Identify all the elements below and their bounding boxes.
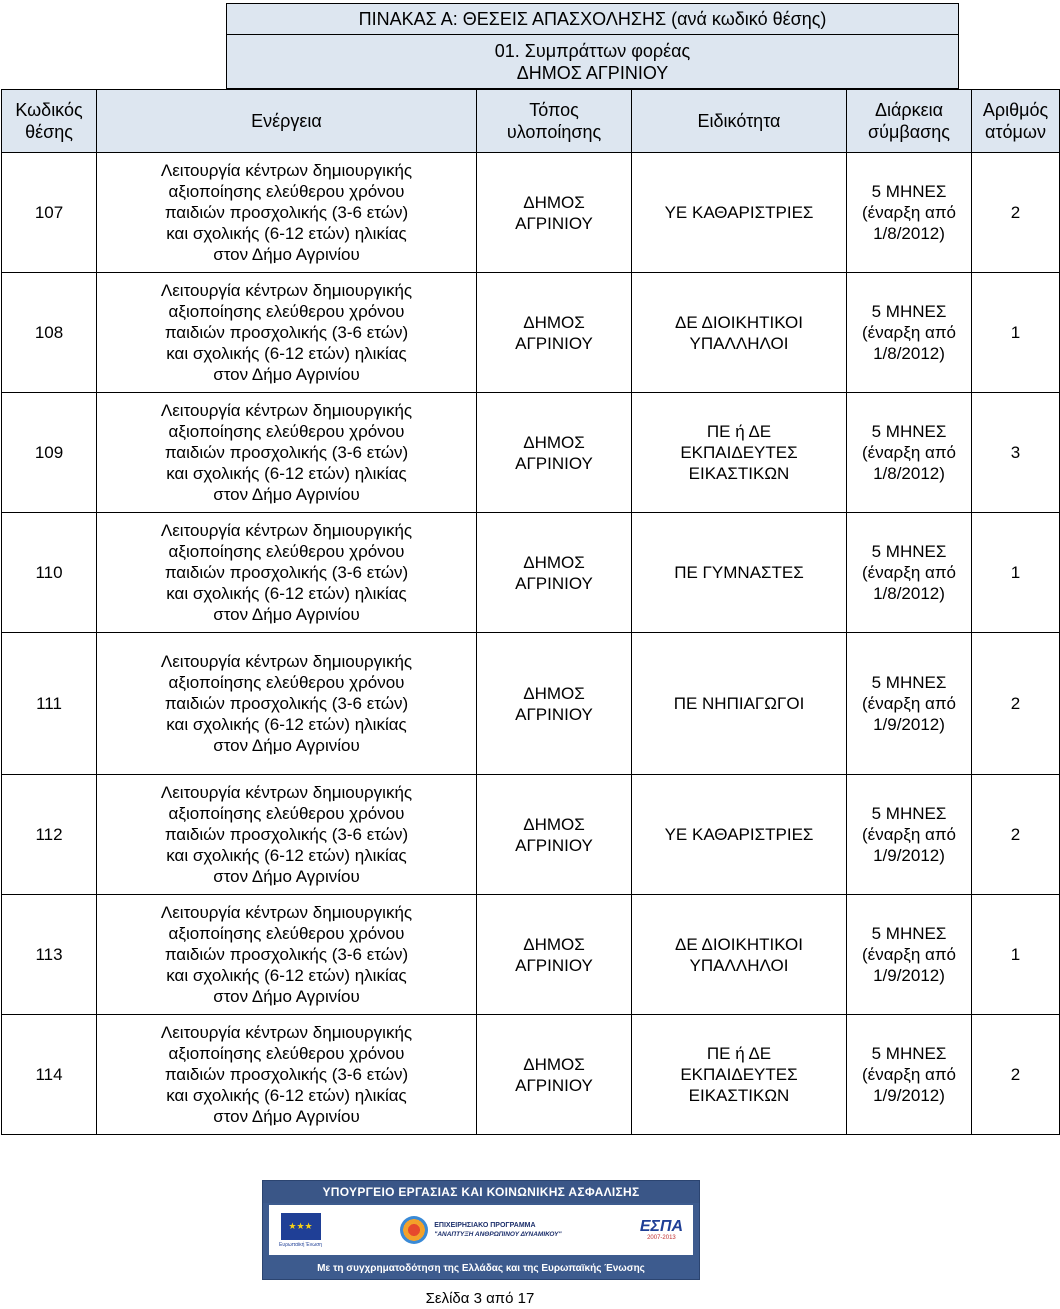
cell-persons: 1	[972, 513, 1060, 633]
table-title	[226, 3, 959, 35]
cell-duration: 5 ΜΗΝΕΣ (έναρξη από 1/8/2012)	[847, 513, 972, 633]
cell-activity: Λειτουργία κέντρων δημιουργικής αξιοποίησης ελεύθερου χρόνου παιδιών προσχολικής (3-6 ετών) και σχολικής (6-12 ετών) ηλικίας στον Δήμο Αγρινίου	[97, 633, 477, 775]
cell-persons: 2	[972, 153, 1060, 273]
cell-activity: Λειτουργία κέντρων δημιουργικής αξιοποίησης ελεύθερου χρόνου παιδιών προσχολικής (3-6 ετών) και σχολικής (6-12 ετών) ηλικίας στον Δήμο Αγρινίου	[97, 1015, 477, 1135]
cell-place: ΔΗΜΟΣ ΑΓΡΙΝΙΟΥ	[477, 775, 632, 895]
cell-duration: 5 ΜΗΝΕΣ (έναρξη από 1/8/2012)	[847, 153, 972, 273]
cell-place: ΔΗΜΟΣ ΑΓΡΙΝΙΟΥ	[477, 273, 632, 393]
cell-persons: 2	[972, 775, 1060, 895]
cell-persons: 2	[972, 633, 1060, 775]
cell-code: 114	[2, 1015, 97, 1135]
header-place: Τόπος υλοποίησης	[477, 90, 632, 153]
cell-specialty: ΔΕ ΔΙΟΙΚΗΤΙΚΟΙ ΥΠΑΛΛΗΛΟΙ	[632, 273, 847, 393]
cell-duration: 5 ΜΗΝΕΣ (έναρξη από 1/9/2012)	[847, 1015, 972, 1135]
cell-persons: 1	[972, 273, 1060, 393]
cell-duration: 5 ΜΗΝΕΣ (έναρξη από 1/9/2012)	[847, 775, 972, 895]
cell-activity: Λειτουργία κέντρων δημιουργικής αξιοποίησης ελεύθερου χρόνου παιδιών προσχολικής (3-6 ετών) και σχολικής (6-12 ετών) ηλικίας στον Δήμο Αγρινίου	[97, 895, 477, 1015]
header-specialty: Ειδικότητα	[632, 90, 847, 153]
header-duration: Διάρκεια σύμβασης	[847, 90, 972, 153]
header-code: Κωδικός θέσης	[2, 90, 97, 153]
cell-code: 113	[2, 895, 97, 1015]
program-emblem-icon	[400, 1216, 428, 1244]
cell-specialty: ΠΕ ή ΔΕ ΕΚΠΑΙΔΕΥΤΕΣ ΕΙΚΑΣΤΙΚΩΝ	[632, 1015, 847, 1135]
cell-specialty: ΥΕ ΚΑΘΑΡΙΣΤΡΙΕΣ	[632, 775, 847, 895]
espa-logo: ΕΣΠΑ 2007-2013	[639, 1218, 683, 1241]
table-row	[2, 775, 1060, 895]
cofunding-label: Με τη συγχρηματοδότηση της Ελλάδας και της Ευρωπαϊκής Ένωσης	[317, 1262, 645, 1274]
table-row	[2, 633, 1060, 775]
cell-place: ΔΗΜΟΣ ΑΓΡΙΝΙΟΥ	[477, 633, 632, 775]
cell-place: ΔΗΜΟΣ ΑΓΡΙΝΙΟΥ	[477, 513, 632, 633]
cell-place: ΔΗΜΟΣ ΑΓΡΙΝΙΟΥ	[477, 895, 632, 1015]
cell-activity: Λειτουργία κέντρων δημιουργικής αξιοποίησης ελεύθερου χρόνου παιδιών προσχολικής (3-6 ετών) και σχολικής (6-12 ετών) ηλικίας στον Δήμο Αγρινίου	[97, 153, 477, 273]
cell-duration: 5 ΜΗΝΕΣ (έναρξη από 1/8/2012)	[847, 393, 972, 513]
eu-caption: Ευρωπαϊκή Ένωση	[279, 1241, 322, 1248]
table-subtitle	[226, 35, 959, 89]
footer-logo-banner	[262, 1180, 700, 1280]
cell-persons: 3	[972, 393, 1060, 513]
cell-place: ΔΗΜΟΣ ΑΓΡΙΝΙΟΥ	[477, 153, 632, 273]
cell-duration: 5 ΜΗΝΕΣ (έναρξη από 1/9/2012)	[847, 895, 972, 1015]
cell-specialty: ΥΕ ΚΑΘΑΡΙΣΤΡΙΕΣ	[632, 153, 847, 273]
program-logo	[400, 1216, 561, 1244]
header-row	[2, 90, 1060, 153]
header-persons: Αριθμός ατόμων	[972, 90, 1060, 153]
ministry-label: ΥΠΟΥΡΓΕΙΟ ΕΡΓΑΣΙΑΣ ΚΑΙ ΚΟΙΝΩΝΙΚΗΣ ΑΣΦΑΛΙΣΗΣ	[263, 1181, 699, 1203]
cell-code: 112	[2, 775, 97, 895]
cell-specialty: ΠΕ ή ΔΕ ΕΚΠΑΙΔΕΥΤΕΣ ΕΙΚΑΣΤΙΚΩΝ	[632, 393, 847, 513]
cell-activity: Λειτουργία κέντρων δημιουργικής αξιοποίησης ελεύθερου χρόνου παιδιών προσχολικής (3-6 ετών) και σχολικής (6-12 ετών) ηλικίας στον Δήμο Αγρινίου	[97, 273, 477, 393]
table-row	[2, 513, 1060, 633]
cell-activity: Λειτουργία κέντρων δημιουργικής αξιοποίησης ελεύθερου χρόνου παιδιών προσχολικής (3-6 ετών) και σχολικής (6-12 ετών) ηλικίας στον Δήμο Αγρινίου	[97, 775, 477, 895]
cell-code: 109	[2, 393, 97, 513]
table-row	[2, 153, 1060, 273]
table-row	[2, 393, 1060, 513]
cell-code: 110	[2, 513, 97, 633]
positions-table	[1, 89, 1060, 1135]
logo-strip	[269, 1205, 693, 1255]
cell-specialty: ΔΕ ΔΙΟΙΚΗΤΙΚΟΙ ΥΠΑΛΛΗΛΟΙ	[632, 895, 847, 1015]
table-row	[2, 273, 1060, 393]
cell-code: 107	[2, 153, 97, 273]
cell-code: 108	[2, 273, 97, 393]
cell-duration: 5 ΜΗΝΕΣ (έναρξη από 1/9/2012)	[847, 633, 972, 775]
eu-flag-icon: ★★★	[281, 1213, 321, 1240]
table-row	[2, 895, 1060, 1015]
cell-persons: 1	[972, 895, 1060, 1015]
cell-specialty: ΠΕ ΝΗΠΙΑΓΩΓΟΙ	[632, 633, 847, 775]
cell-place: ΔΗΜΟΣ ΑΓΡΙΝΙΟΥ	[477, 1015, 632, 1135]
table-title-text: ΠΙΝΑΚΑΣ Α: ΘΕΣΕΙΣ ΑΠΑΣΧΟΛΗΣΗΣ (ανά κωδικό θέσης)	[358, 8, 827, 29]
eu-logo	[279, 1213, 322, 1248]
header-activity: Ενέργεια	[97, 90, 477, 153]
cell-place: ΔΗΜΟΣ ΑΓΡΙΝΙΟΥ	[477, 393, 632, 513]
cell-code: 111	[2, 633, 97, 775]
table-row	[2, 1015, 1060, 1135]
table-body	[2, 153, 1060, 1135]
cell-persons: 2	[972, 1015, 1060, 1135]
subtitle-line-2: ΔΗΜΟΣ ΑΓΡΙΝΙΟΥ	[516, 62, 669, 83]
cell-activity: Λειτουργία κέντρων δημιουργικής αξιοποίησης ελεύθερου χρόνου παιδιών προσχολικής (3-6 ετών) και σχολικής (6-12 ετών) ηλικίας στον Δήμο Αγρινίου	[97, 393, 477, 513]
program-text: ΕΠΙΧΕΙΡΗΣΙΑΚΟ ΠΡΟΓΡΑΜΜΑ "ΑΝΑΠΤΥΞΗ ΑΝΘΡΩΠΙΝΟΥ ΔΥΝΑΜΙΚΟΥ"	[434, 1222, 562, 1238]
cell-duration: 5 ΜΗΝΕΣ (έναρξη από 1/8/2012)	[847, 273, 972, 393]
cell-activity: Λειτουργία κέντρων δημιουργικής αξιοποίησης ελεύθερου χρόνου παιδιών προσχολικής (3-6 ετών) και σχολικής (6-12 ετών) ηλικίας στον Δήμο Αγρινίου	[97, 513, 477, 633]
page-number: Σελίδα 3 από 17	[425, 1290, 535, 1307]
cell-specialty: ΠΕ ΓΥΜΝΑΣΤΕΣ	[632, 513, 847, 633]
subtitle-line-1: 01. Συμπράττων φορέας	[494, 40, 691, 61]
